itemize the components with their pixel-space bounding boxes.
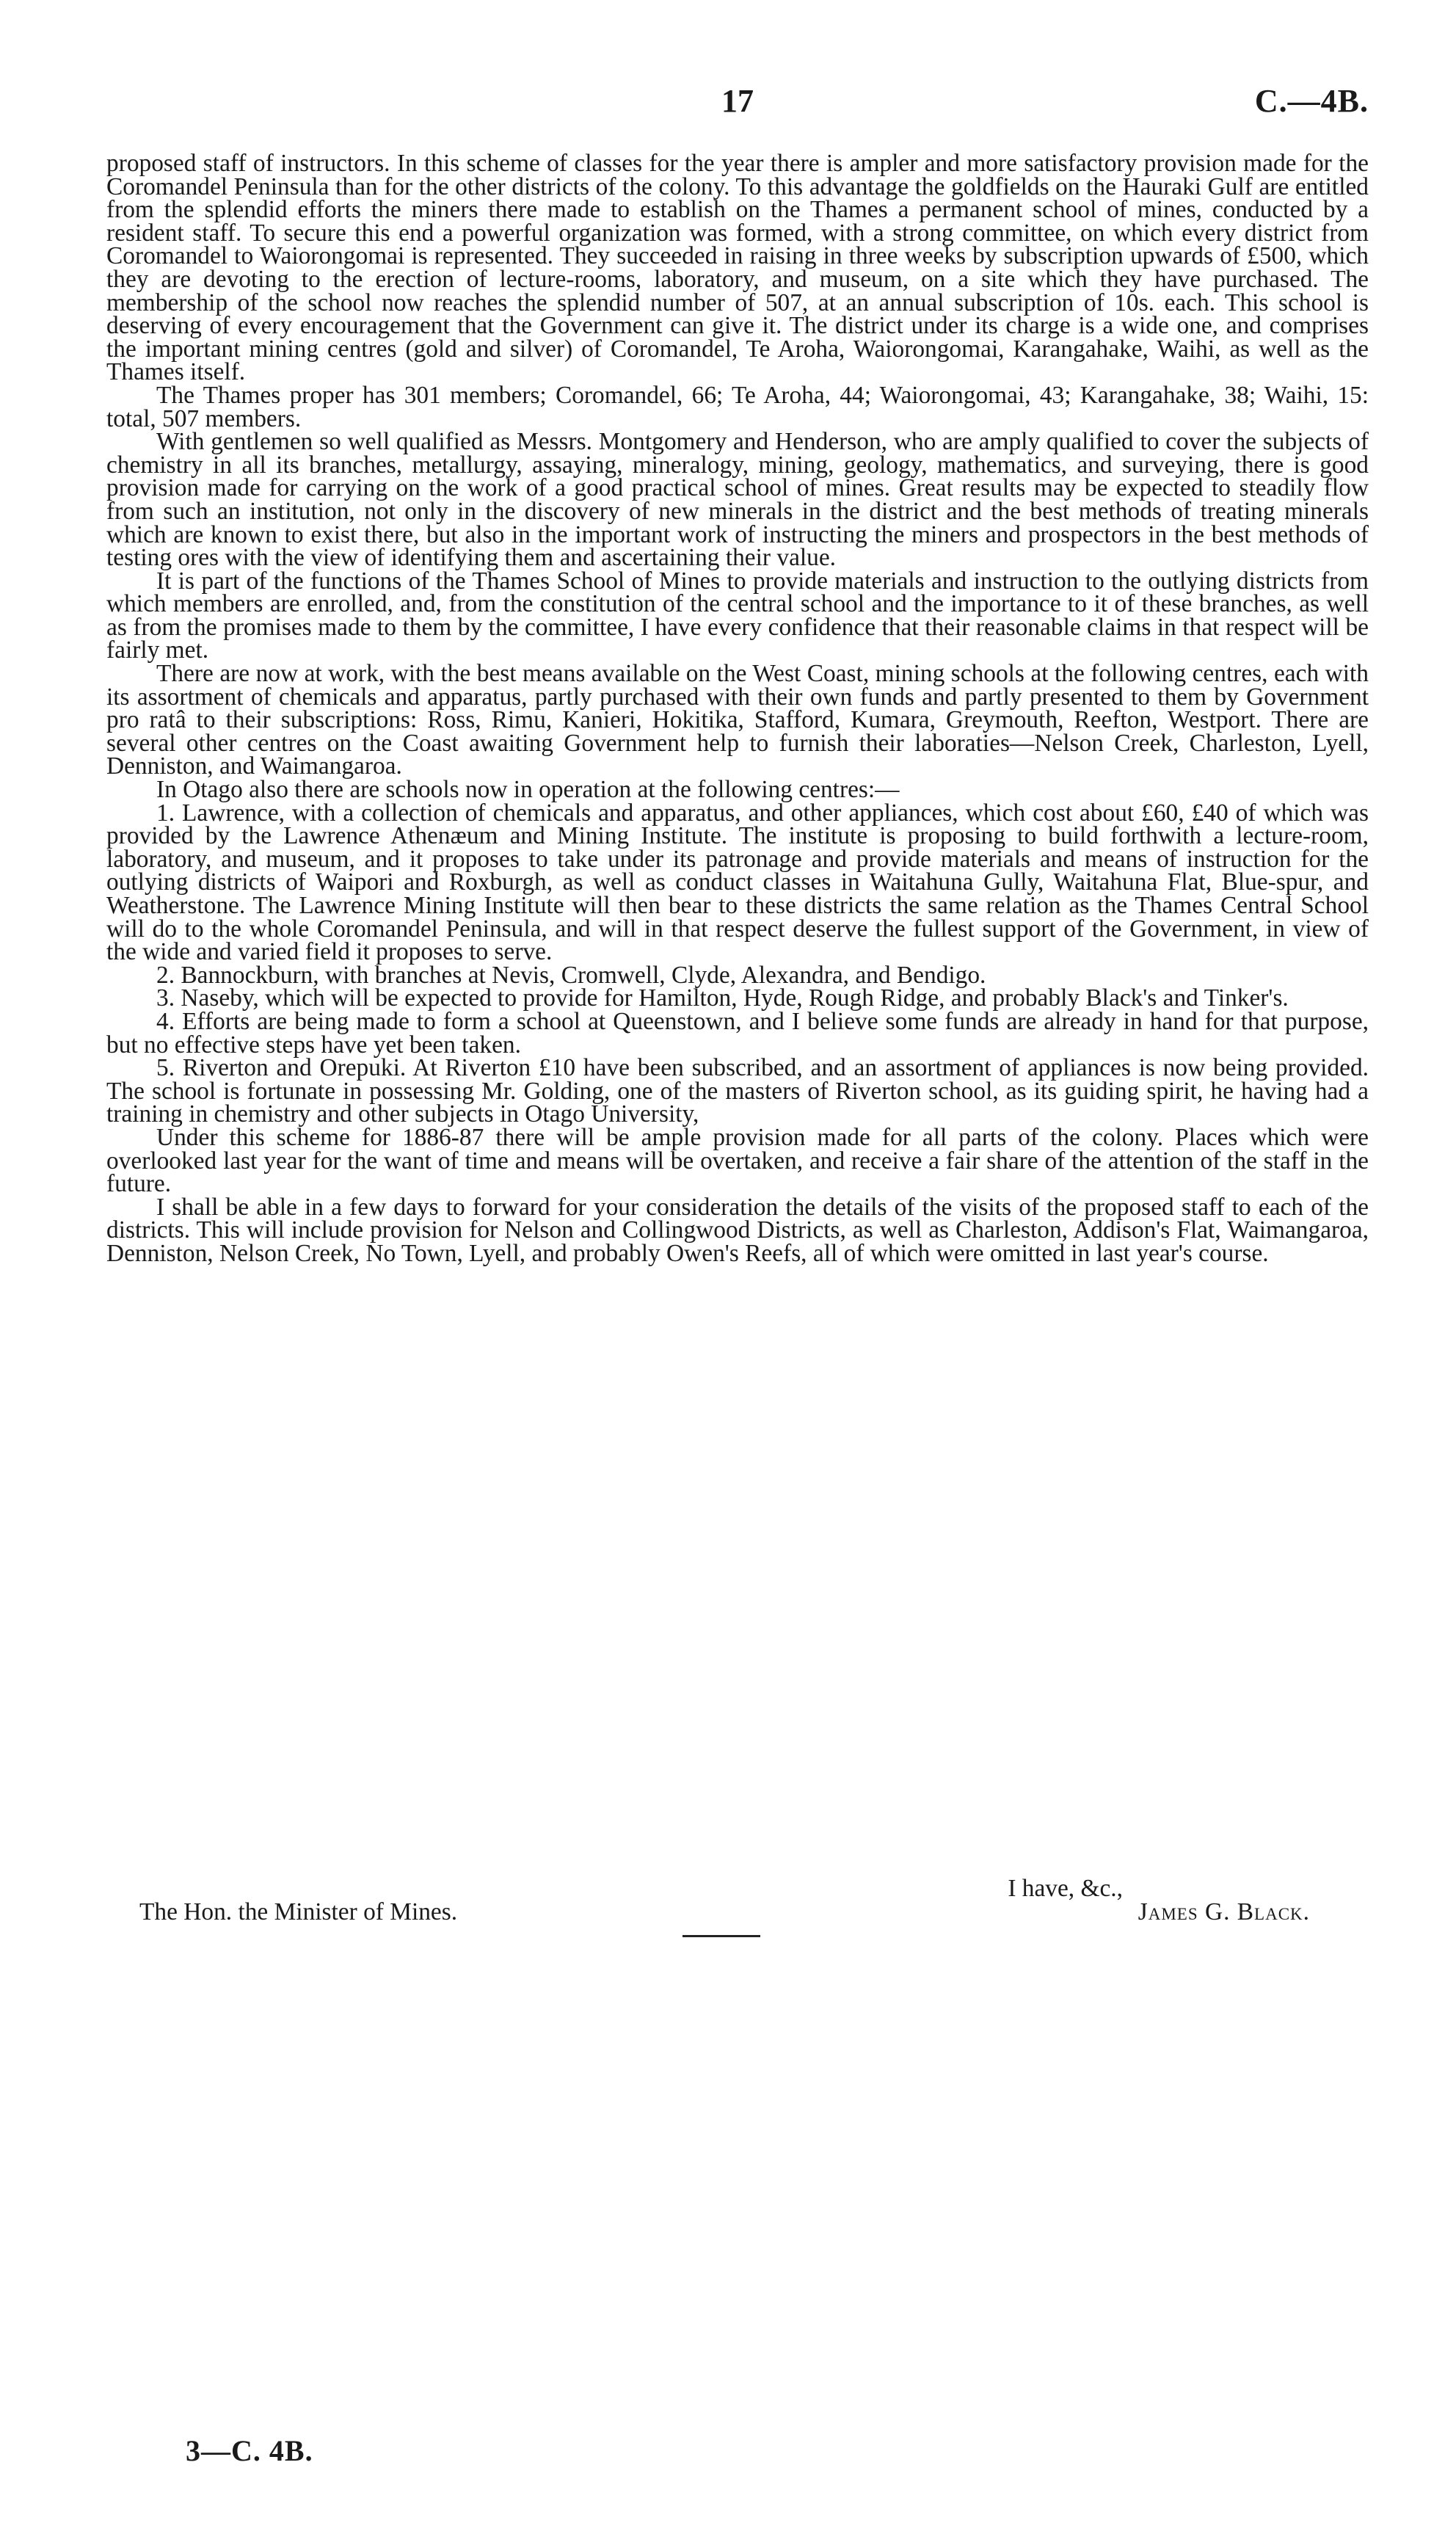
- signature-mark: 3—C. 4B.: [186, 2434, 313, 2467]
- section-divider: [682, 1935, 760, 1937]
- paragraph: proposed staff of instructors. In this scheme of classes for the year there is ampler and more satisfactory provision made for the Coromandel Peninsula than for the other districts of the colony. To this advantage the goldfields on the Hauraki Gulf are entitled from the splendid efforts the miners there made to establish on the Thames a permanent school of mines, conducted by a resident staff. To secure this end a powerful organization was formed, with a strong committee, on which every district from Coromandel to Waiorongomai is represented. They succeeded in raising in three weeks by subscription upwards of £500, which they are devoting to the erection of lecture-rooms, laboratory, and museum, on a site which they have purchased. The membership of the school now reaches the splendid number of 507, at an annual subscription of 10s. each. This school is deserving of every encouragement that the Government can give it. The district under its charge is a wide one, and comprises the important mining centres (gold and silver) of Coromandel, Te Aroha, Waiorongomai, Karangahake, Waihi, as well as the Thames itself.: [106, 150, 1369, 386]
- paragraph: I shall be able in a few days to forward for your consideration the details of the visits of the proposed staff to each of the districts. This will include provision for Nelson and Collingwood Districts, as well as Charleston, Addison's Flat, Waimangaroa, Denniston, Nelson Creek, No Town, Lyell, and probably Owen's Reefs, all of which were omitted in last year's course.: [106, 1193, 1369, 1267]
- paragraph: It is part of the functions of the Thames School of Mines to provide materials and instruction to the outlying districts from which members are enrolled, and, from the constitution of the central school and the importance to it of these branches, as well as from the promises made to them by the committee, I have every confidence that their reasonable claims in that respect will be fairly met.: [106, 567, 1369, 664]
- page-number: 17: [721, 83, 754, 119]
- paragraph: 5. Riverton and Orepuki. At Riverton £10 have been subscribed, and an assortment of appliances is now being provided. The school is fortunate in possessing Mr. Golding, one of the masters of Riverton school, as its guiding spirit, he having had a training in chemistry and other subjects in Otago University,: [106, 1054, 1369, 1128]
- paragraph: With gentlemen so well qualified as Messrs. Montgomery and Henderson, who are amply qualified to cover the subjects of chemistry in all its branches, metallurgy, assaying, mineralogy, mining, geology, mathematics, and surveying, there is good provision made for carrying on the work of a good practical school of mines. Great results may be expected to steadily flow from such an institution, not only in the discovery of new minerals in the district and the best methods of treating minerals which are known to exist there, but also in the important work of instructing the miners and prospectors in the best methods of testing ores with the view of identifying them and ascertaining their value.: [106, 428, 1369, 572]
- body-text: [106, 152, 1369, 1266]
- letter-closing: [106, 1877, 1369, 1925]
- salutation: I have, &c.,: [1008, 1875, 1123, 1902]
- paragraph: 1. Lawrence, with a collection of chemicals and apparatus, and other appliances, which cost about £60, £40 of which was provided by the Lawrence Athenæum and Mining Institute. The institute is proposing to build forthwith a lecture-room, laboratory, and museum, and it proposes to take under its patronage and provide materials and means of instruction for the outlying districts of Waipori and Roxburgh, as well as conduct classes in Waitahuna Gully, Waitahuna Flat, Blue-spur, and Weatherstone. The Lawrence Mining Institute will then bear to these districts the same relation as the Thames Central School will do to the whole Coromandel Peninsula, and will in that respect deserve the fullest support of the Government, in view of the wide and varied field it proposes to serve.: [106, 799, 1369, 966]
- paragraph: 3. Naseby, which will be expected to provide for Hamilton, Hyde, Rough Ridge, and probably Black's and Tinker's.: [156, 984, 1289, 1012]
- paragraph: In Otago also there are schools now in operation at the following centres:—: [156, 776, 900, 804]
- signature: James G. Black.: [1138, 1898, 1310, 1925]
- paragraph: Under this scheme for 1886-87 there will be ample provision made for all parts of the colony. Places which were overlooked last year for the want of time and means will be overtaken, and receive a fair share of the attention of the staff in the future.: [106, 1123, 1369, 1198]
- paragraph: 2. Bannockburn, with branches at Nevis, Cromwell, Clyde, Alexandra, and Bendigo.: [156, 961, 986, 989]
- addressee: The Hon. the Minister of Mines.: [139, 1898, 458, 1925]
- paragraph: There are now at work, with the best means available on the West Coast, mining schools at the following centres, each with its assortment of chemicals and apparatus, partly purchased with their own funds and partly presented to them by Government pro ratâ to their subscriptions: Ross, Rimu, Kanieri, Hokitika, Stafford, Kumara, Greymouth, Reefton, Westport. There are several other centres on the Coast awaiting Government help to furnish their laboraties—Nelson Creek, Charleston, Lyell, Denniston, and Waimangaroa.: [106, 660, 1369, 780]
- paragraph: 4. Efforts are being made to form a school at Queenstown, and I believe some funds are already in hand for that purpose, but no effective steps have yet been taken.: [106, 1007, 1369, 1059]
- paragraph: The Thames proper has 301 members; Coromandel, 66; Te Aroha, 44; Waiorongomai, 43; Karangahake, 38; Waihi, 15: total, 507 members.: [106, 381, 1369, 432]
- page-header: [106, 82, 1369, 126]
- series-reference: C.—4B.: [1254, 83, 1369, 119]
